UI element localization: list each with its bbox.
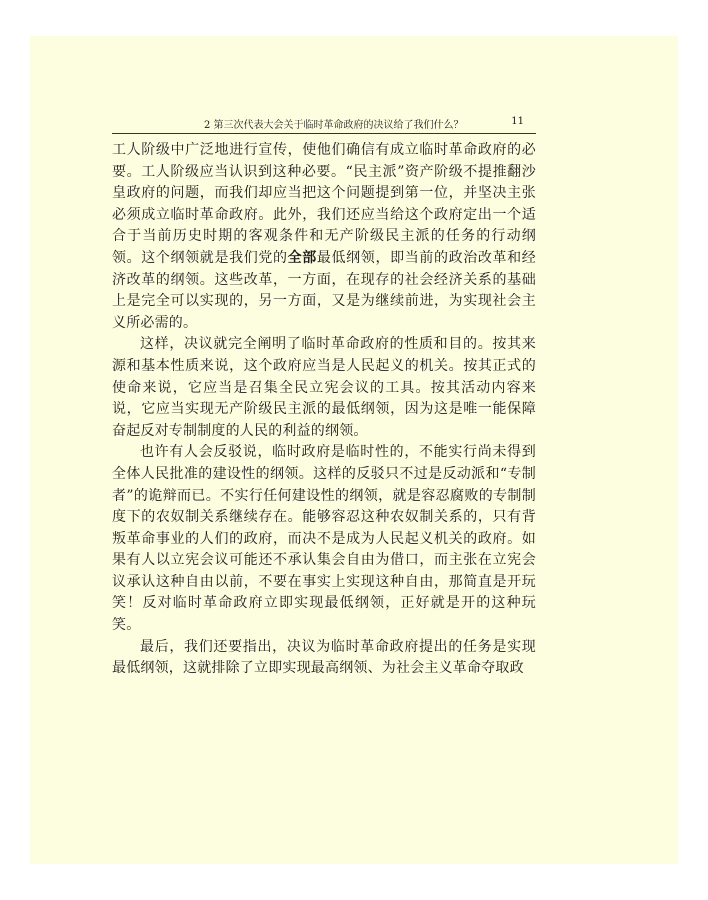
paragraph-text: 最低纲领，即当前的政治改革和经济改革的纲领。这些改革，一方面，在现存的社会经济关系的基础上是完全可以实现的，另一方面，又是为继续前进，为实现社会主义所必需的。 (112, 249, 536, 331)
paragraph-text: 也许有人会反驳说，临时政府是临时性的，不能实行尚未得到全体人民批准的建设性的纲领。这样的反驳只不过是反动派和“专制者”的诡辩而已。不实行任何建设性的纲领，就是容忍腐败的专制制度下的农奴制关系继续存在。能够容忍这种农奴制关系的，只有背叛革命事业的人们的政府，而决不是成为人民起义机关的政府。如果有人以立宪会议可能还不承认集会自由为借口，而主张在立宪会议承认这种自由以前，不要在事实上实现这种自由，那简直是开玩笑！反对临时革命政府立即实现最低纲领，正好就是开的这种玩笑。 (112, 444, 536, 634)
paragraph-4 (112, 637, 536, 680)
paragraph-3 (112, 442, 536, 636)
paragraph-text: 最后，我们还要指出，决议为临时革命政府提出的任务是实现最低纲领，这就排除了立即实现最高纲领、为社会主义革命夺取政 (112, 638, 536, 677)
body-text (112, 140, 536, 680)
header-divider (112, 133, 536, 134)
chapter-title: 2 第三次代表大会关于临时革命政府的决议给了我们什么？ (204, 120, 464, 131)
paragraph-2 (112, 334, 536, 442)
page-number: 11 (511, 116, 524, 127)
emphasized-text: 全部 (287, 249, 317, 266)
paragraph-text: 这样，决议就完全阐明了临时革命政府的性质和目的。按其来源和基本性质来说，这个政府应当是人民起义的机关。按其正式的使命来说，它应当是召集全民立宪会议的工具。按其活动内容来说，它应当实现无产阶级民主派的最低纲领，因为这是唯一能保障奋起反对专制制度的人民的利益的纲领。 (112, 336, 536, 439)
running-header (112, 112, 536, 132)
paragraph-text: 工人阶级中广泛地进行宣传，使他们确信有成立临时革命政府的必要。工人阶级应当认识到这种必要。“民主派”资产阶级不提推翻沙皇政府的问题，而我们却应当把这个问题提到第一位，并坚决主张必须成立临时革命政府。此外，我们还应当给这个政府定出一个适合于当前历史时期的客观条件和无产阶级民主派的任务的行动纲领。这个纲领就是我们党的 (112, 142, 536, 266)
paragraph-1 (112, 140, 536, 334)
